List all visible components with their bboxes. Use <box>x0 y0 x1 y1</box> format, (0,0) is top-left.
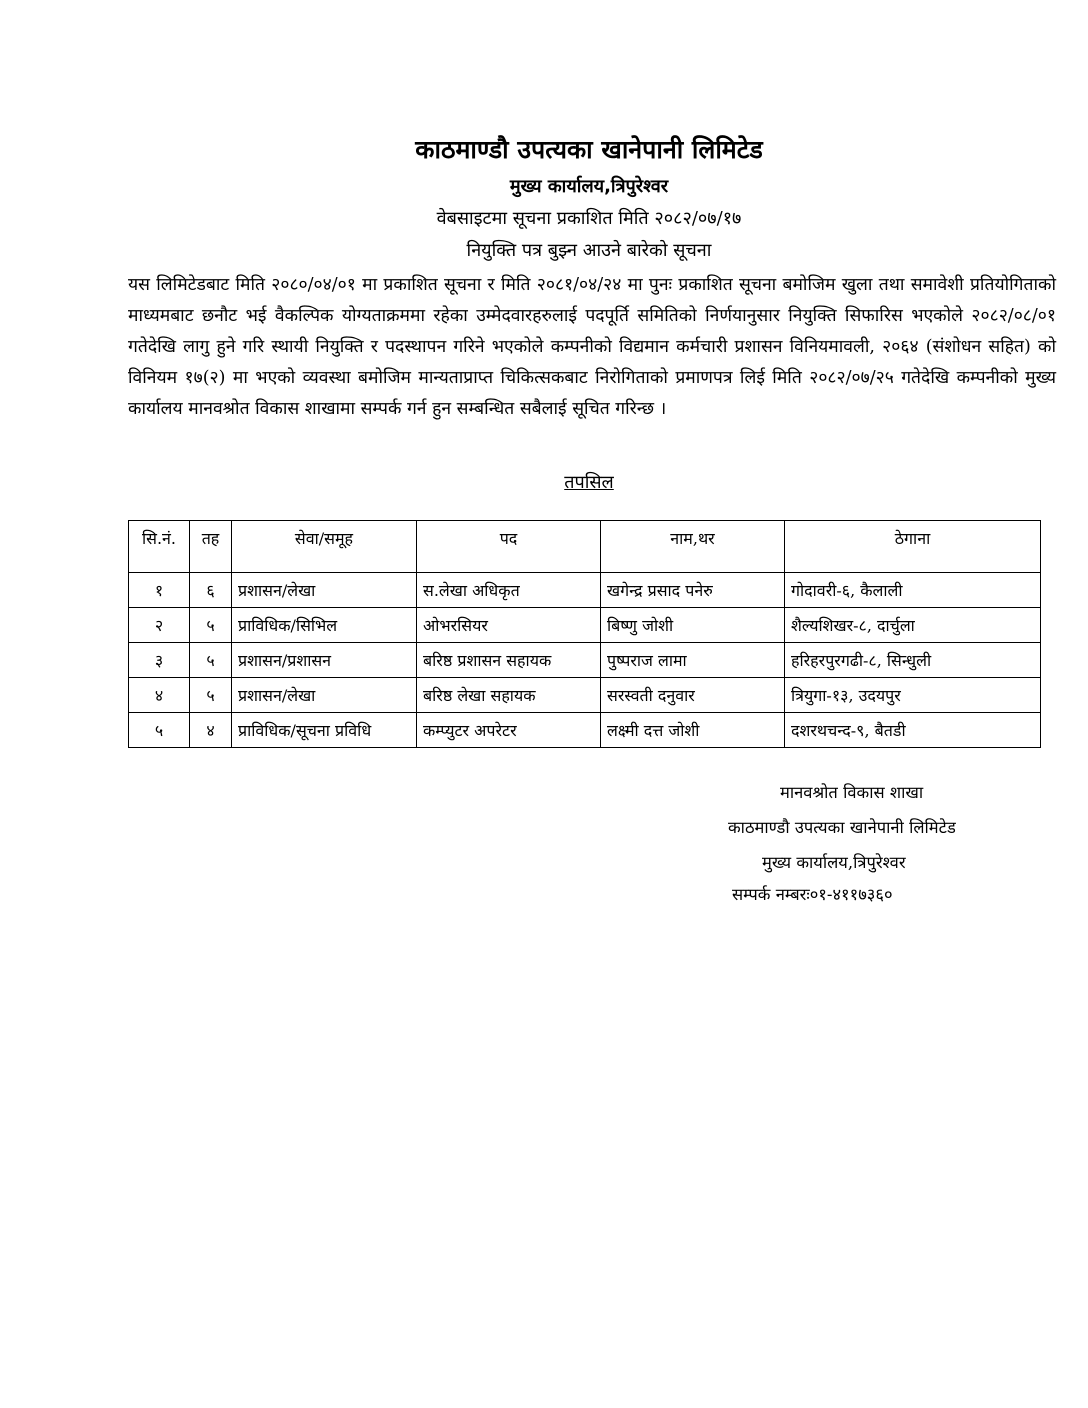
header-serial-number: सि.नं. <box>129 521 190 573</box>
cell-name: सरस्वती दनुवार <box>601 678 785 713</box>
header-address: ठेगाना <box>785 521 1041 573</box>
cell-address: शैल्यशिखर-८, दार्चुला <box>785 608 1041 643</box>
table-row <box>129 573 1041 608</box>
cell-post: बरिष्ठ प्रशासन सहायक <box>417 643 601 678</box>
appointee-table <box>128 520 1041 748</box>
cell-service-group: प्रशासन/लेखा <box>232 573 417 608</box>
cell-serial-number: १ <box>129 573 190 608</box>
cell-serial-number: ३ <box>129 643 190 678</box>
table-row <box>129 678 1041 713</box>
cell-service-group: प्राविधिक/सिभिल <box>232 608 417 643</box>
cell-name: लक्ष्मी दत्त जोशी <box>601 713 785 748</box>
cell-level: ६ <box>190 573 232 608</box>
table-row <box>129 713 1041 748</box>
cell-serial-number: २ <box>129 608 190 643</box>
table-row <box>129 643 1041 678</box>
notice-body-paragraph: यस लिमिटेडबाट मिति २०८०/०४/०१ मा प्रकाशित सूचना र मिति २०८१/०४/२४ मा पुनः प्रकाशित सूचना बमोजिम खुला तथा समावेशी प्रतियोगिताको माध्यमबाट छनौट भई वैकल्पिक योग्यताक्रममा रहेका उम्मेदवारहरुलाई पदपूर्ति समितिको निर्णयानुसार नियुक्ति सिफारिस भएकोले २०८२/०८/०१ गतेदेखि लागु हुने गरि स्थायी नियुक्ति र पदस्थापन गरिने भएकोले कम्पनीको विद्यमान कर्मचारी प्रशासन विनियमावली, २०६४ (संशोधन सहित) को विनियम १७(२) मा भएको व्यवस्था बमोजिम मान्यताप्राप्त चिकित्सकबाट निरोगिताको प्रमाणपत्र लिई मिति २०८२/०७/२५ गतेदेखि कम्पनीको मुख्य कार्यालय मानवश्रोत विकास शाखामा सम्पर्क गर्न हुन सम्बन्धित सबैलाई सूचित गरिन्छ । <box>128 275 1056 419</box>
table-row <box>129 608 1041 643</box>
office-subtitle: मुख्य कार्यालय,त्रिपुरेश्वर <box>509 176 669 197</box>
header-level: तह <box>190 521 232 573</box>
cell-address: गोदावरी-६, कैलाली <box>785 573 1041 608</box>
header-service-group: सेवा/समूह <box>232 521 417 573</box>
cell-level: ४ <box>190 713 232 748</box>
cell-level: ५ <box>190 643 232 678</box>
signature-organization: काठमाण्डौ उपत्यका खानेपानी लिमिटेड <box>728 818 956 837</box>
organization-title: काठमाण्डौ उपत्यका खानेपानी लिमिटेड <box>415 135 763 164</box>
cell-post: ओभरसियर <box>417 608 601 643</box>
cell-post: कम्प्युटर अपरेटर <box>417 713 601 748</box>
details-caption-text: तपसिल <box>564 472 614 493</box>
signature-office: मुख्य कार्यालय,त्रिपुरेश्वर <box>762 853 906 872</box>
cell-address: दशरथचन्द-९, बैतडी <box>785 713 1041 748</box>
cell-serial-number: ४ <box>129 678 190 713</box>
cell-address: त्रियुगा-१३, उदयपुर <box>785 678 1041 713</box>
cell-service-group: प्रशासन/प्रशासन <box>232 643 417 678</box>
cell-name: खगेन्द्र प्रसाद पनेरु <box>601 573 785 608</box>
notice-title: नियुक्ति पत्र बुझ्न आउने बारेको सूचना <box>466 240 712 261</box>
header-post: पद <box>417 521 601 573</box>
signature-department: मानवश्रोत विकास शाखा <box>780 783 924 802</box>
cell-name: पुष्पराज लामा <box>601 643 785 678</box>
header-name: नाम,थर <box>601 521 785 573</box>
cell-service-group: प्राविधिक/सूचना प्रविधि <box>232 713 417 748</box>
cell-post: बरिष्ठ लेखा सहायक <box>417 678 601 713</box>
details-caption <box>90 470 1088 494</box>
cell-level: ५ <box>190 608 232 643</box>
cell-service-group: प्रशासन/लेखा <box>232 678 417 713</box>
cell-name: बिष्णु जोशी <box>601 608 785 643</box>
signature-contact-number: सम्पर्क नम्बरः०१-४११७३६० <box>732 885 893 904</box>
published-date-line: वेबसाइटमा सूचना प्रकाशित मिति २०८२/०७/१७ <box>436 208 742 229</box>
cell-post: स.लेखा अधिकृत <box>417 573 601 608</box>
cell-address: हरिहरपुरगढी-८, सिन्धुली <box>785 643 1041 678</box>
table-header-row <box>129 521 1041 573</box>
cell-level: ५ <box>190 678 232 713</box>
cell-serial-number: ५ <box>129 713 190 748</box>
